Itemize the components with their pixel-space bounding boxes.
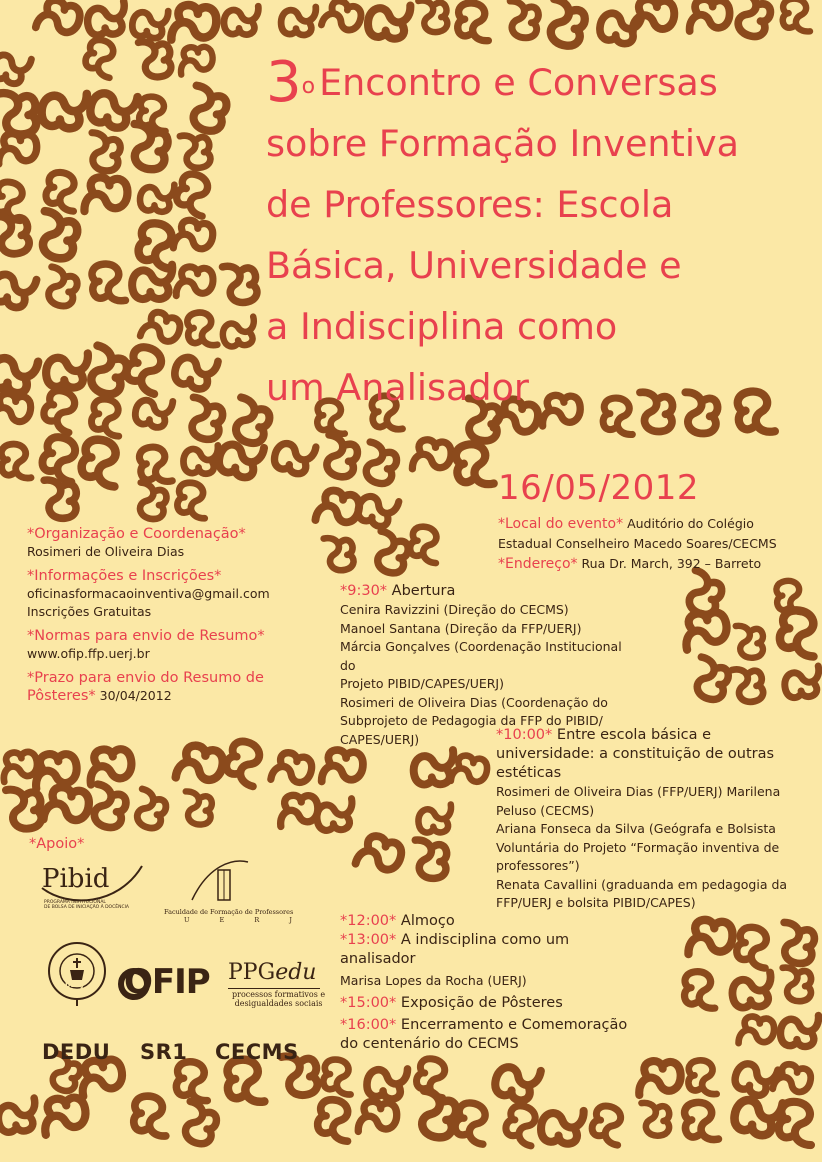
program-930-line: Márcia Gonçalves (Coordenação Institucional do: [340, 639, 622, 673]
pattern-glyph: [687, 919, 733, 954]
pattern-glyph: [170, 4, 217, 39]
program-1300-title-1: A indisciplina como um: [400, 932, 570, 948]
program-930-line: Rosimeri de Oliveira Dias (Coordenação do: [340, 694, 608, 710]
program-1500-time: *15:00*: [340, 994, 397, 1011]
title-line-1: Encontro e Conversas: [319, 61, 718, 104]
insc-text: Inscrições Gratuitas: [27, 604, 152, 619]
pattern-glyph: [134, 789, 168, 830]
pattern-glyph: [138, 223, 173, 269]
prazo-line: [27, 688, 172, 703]
pattern-glyph: [779, 610, 814, 657]
pattern-glyph: [590, 1104, 623, 1145]
insc-label: *Informações e Inscrições*: [27, 568, 222, 584]
pattern-glyph: [36, 0, 82, 35]
pattern-glyph: [39, 1093, 89, 1135]
program-930-time: *9:30*: [340, 583, 388, 599]
pattern-glyph: [317, 1099, 349, 1141]
pattern-glyph: [729, 973, 776, 1012]
pattern-glyph: [736, 622, 766, 659]
pattern-glyph: [132, 1095, 166, 1139]
ppgedu-name: [228, 960, 316, 985]
pattern-glyph: [412, 440, 451, 469]
local-text-1: Auditório do Colégio: [627, 516, 754, 531]
pattern-glyph: [177, 482, 205, 519]
title-line-2: sobre Formação Inventiva: [266, 122, 739, 165]
pattern-glyph: [280, 7, 318, 37]
program-1000: [496, 726, 816, 913]
program-1000-time: *10:00*: [496, 727, 553, 743]
info-column: [27, 525, 297, 705]
title-ordinal: o: [301, 74, 316, 99]
pattern-glyph: [176, 744, 225, 783]
ofip-name: OFIP: [124, 962, 210, 1002]
pattern-glyph: [0, 52, 31, 86]
pattern-glyph: [183, 1101, 220, 1146]
program-930-line: CAPES/UERJ): [340, 731, 420, 747]
pattern-glyph: [681, 1100, 719, 1146]
dedu-label: DEDU: [42, 1040, 111, 1064]
pattern-glyph: [0, 87, 41, 138]
pattern-glyph: [175, 1061, 208, 1103]
pattern-glyph: [682, 970, 715, 1012]
pattern-glyph: [173, 219, 213, 250]
pattern-glyph: [0, 209, 34, 257]
pattern-glyph: [180, 130, 214, 171]
pattern-glyph: [641, 1099, 672, 1137]
ppgedu-logo: [228, 960, 328, 1014]
pattern-glyph: [782, 666, 822, 701]
org-label: *Organização e Coordenação*: [27, 526, 246, 542]
pattern-glyph: [321, 749, 363, 781]
pattern-glyph: [451, 755, 488, 784]
program-1200-title: Almoço: [400, 913, 455, 929]
pattern-glyph: [314, 799, 357, 834]
pattern-glyph: [40, 435, 78, 482]
program-930-heading: [340, 582, 640, 601]
pattern-glyph: [732, 663, 767, 705]
pattern-glyph: [493, 1064, 541, 1102]
pattern-glyph: [88, 261, 125, 306]
program-930-line: Projeto PIBID/CAPES/UERJ): [340, 676, 504, 691]
pattern-glyph: [694, 657, 730, 702]
pattern-glyph: [88, 90, 137, 130]
pibid-sub-1: PROGRAMA INSTITUCIONAL: [44, 900, 106, 905]
pattern-glyph: [548, 0, 587, 48]
org-text: Rosimeri de Oliveira Dias: [27, 544, 185, 559]
pattern-glyph: [273, 441, 316, 476]
program-1000-line: FFP/UERJ e bolsita PIBID/CAPES): [496, 895, 696, 910]
pattern-glyph: [41, 211, 79, 259]
program-1000-title-2: universidade: a constituição de outras: [496, 746, 775, 762]
pattern-glyph: [453, 1102, 487, 1145]
pattern-glyph: [680, 608, 730, 650]
pattern-glyph: [322, 1059, 350, 1096]
pattern-glyph: [223, 739, 263, 787]
pattern-glyph: [123, 344, 165, 394]
cecms-label: CECMS: [215, 1040, 299, 1064]
prazo-date: 30/04/2012: [99, 688, 172, 703]
pattern-glyph: [222, 260, 261, 306]
pattern-glyph: [0, 271, 37, 310]
ppgedu-sub-1: processos formativos e: [232, 990, 326, 999]
title-line-3: de Professores: Escola: [266, 183, 674, 226]
pattern-glyph: [540, 1111, 584, 1145]
pattern-glyph: [0, 393, 31, 423]
program-1600-heading: [340, 1016, 660, 1035]
prazo-label-2: Pôsteres*: [27, 688, 96, 704]
pattern-glyph: [324, 533, 358, 573]
venue-info: [498, 514, 818, 574]
title-line-5: a Indisciplina como: [266, 305, 618, 348]
program-1600-title-1: Encerramento e Comemoração: [400, 1016, 628, 1033]
support-label: *Apoio*: [29, 836, 85, 852]
ffp-line-2: U E R J: [184, 916, 306, 924]
pattern-glyph: [636, 1058, 682, 1095]
pattern-glyph: [190, 397, 224, 440]
program-1600-title-2: do centenário do CECMS: [340, 1035, 519, 1052]
ppgedu-subtitle: [232, 990, 325, 1008]
program-930: [340, 582, 640, 749]
pattern-glyph: [367, 6, 412, 40]
pattern-glyph: [783, 964, 814, 1003]
pattern-glyph: [738, 1016, 774, 1043]
pattern-glyph: [44, 353, 91, 390]
pattern-glyph: [44, 476, 79, 520]
pattern-glyph: [687, 0, 730, 31]
pattern-glyph: [420, 1091, 458, 1139]
pattern-glyph: [80, 439, 117, 487]
event-date: 16/05/2012: [498, 468, 699, 508]
pattern-glyph: [139, 185, 176, 213]
pattern-glyph: [784, 922, 815, 963]
title-line-6: um Analisador: [266, 366, 529, 409]
pattern-glyph: [415, 837, 449, 880]
uerj-seal-icon: [46, 940, 108, 1006]
pattern-glyph: [174, 172, 211, 217]
pattern-glyph: [456, 2, 489, 44]
sr1-label: SR1: [140, 1040, 188, 1064]
pattern-glyph: [0, 442, 31, 483]
prazo-label-1: *Prazo para envio do Resumo de: [27, 670, 264, 686]
pattern-glyph: [45, 172, 76, 212]
pibid-subtitle: [44, 900, 129, 910]
pattern-glyph: [83, 38, 116, 78]
program-1000-line: Voluntária do Projeto “Formação inventiva de: [496, 839, 780, 855]
pattern-glyph: [41, 94, 87, 129]
pattern-glyph: [418, 0, 450, 35]
ppgedu-ppg: PPG: [228, 960, 276, 985]
program-1000-line: Renata Cavallini (graduanda em pedagogia da: [496, 876, 788, 892]
program-1600-time: *16:00*: [340, 1016, 397, 1033]
pattern-glyph: [321, 0, 363, 33]
title-line-4: Básica, Universidade e: [266, 244, 682, 287]
pattern-glyph: [325, 435, 359, 478]
program-1300-title-2: analisador: [340, 951, 416, 967]
local-label: *Local do evento*: [498, 516, 624, 532]
address-label: *Endereço*: [498, 556, 578, 572]
program-afternoon: [340, 912, 660, 1054]
program-1500-heading: [340, 994, 660, 1013]
pattern-glyph: [130, 265, 177, 303]
pattern-glyph: [173, 355, 218, 392]
pattern-glyph: [223, 1057, 264, 1107]
program-930-line: Subprojeto de Pedagogia da FFP do PIBID/: [340, 713, 603, 728]
pattern-glyph: [41, 388, 78, 433]
local-text-2: Estadual Conselheiro Macedo Soares/CECMS: [498, 536, 777, 551]
event-title: [266, 52, 806, 418]
pattern-glyph: [779, 1016, 821, 1049]
program-930-line: Cenira Ravizzini (Direção do CECMS): [340, 602, 569, 617]
normas-url[interactable]: www.ofip.ffp.uerj.br: [27, 646, 150, 661]
pattern-glyph: [503, 1104, 538, 1146]
pattern-glyph: [91, 399, 119, 436]
pibid-sub-2: DE BOLSA DE INICIAÇÃO À DOCÊNCIA: [44, 905, 130, 910]
title-number: 3: [266, 50, 302, 115]
program-930-line: Manoel Santana (Direção da FFP/UERJ): [340, 620, 582, 636]
program-1300-time: *13:00*: [340, 932, 397, 948]
pattern-glyph: [277, 792, 320, 826]
normas-label: *Normas para envio de Resumo*: [27, 628, 265, 644]
pattern-glyph: [409, 526, 438, 563]
pattern-glyph: [31, 750, 79, 788]
pattern-glyph: [92, 133, 121, 171]
pattern-glyph: [315, 489, 360, 525]
pattern-glyph: [416, 804, 455, 835]
pattern-glyph: [83, 176, 129, 211]
pattern-glyph: [222, 6, 261, 37]
pattern-glyph: [356, 833, 404, 873]
pattern-glyph: [184, 310, 218, 350]
pattern-glyph: [175, 266, 214, 296]
program-1000-line: professores”): [496, 858, 580, 873]
pattern-glyph: [217, 442, 264, 480]
pattern-glyph: [43, 786, 89, 822]
pattern-glyph: [191, 86, 229, 133]
pattern-glyph: [736, 926, 768, 968]
insc-email[interactable]: oficinasformacaoinventiva@gmail.com: [27, 586, 270, 601]
ppgedu-edu: edu: [275, 960, 317, 985]
pattern-glyph: [451, 441, 494, 492]
pattern-glyph: [0, 355, 38, 395]
program-1300-speaker: Marisa Lopes da Rocha (UERJ): [340, 973, 527, 988]
pattern-glyph: [780, 0, 810, 34]
pattern-glyph: [271, 751, 314, 785]
program-1000-line: Peluso (CECMS): [496, 802, 595, 818]
ppgedu-divider: [228, 988, 320, 989]
ffp-emblem-icon: [162, 856, 312, 906]
pattern-glyph: [140, 309, 182, 344]
pattern-glyph: [510, 0, 539, 38]
pattern-glyph: [92, 784, 128, 829]
program-1000-line: Ariana Fonseca da Silva (Geógrafa e Bolsista: [496, 821, 776, 836]
program-1200-heading: [340, 912, 660, 931]
program-1500-title: Exposição de Pôsteres: [400, 994, 563, 1011]
program-1000-line: Rosimeri de Oliveira Dias (FFP/UERJ) Marilena: [496, 784, 781, 799]
uerj-seal: [46, 940, 108, 1002]
program-1000-title-3: estéticas: [496, 765, 562, 781]
ffp-text: [164, 908, 306, 924]
pattern-glyph: [186, 790, 213, 825]
pattern-glyph: [134, 398, 172, 428]
pibid-name: Pibid: [42, 864, 110, 894]
pattern-glyph: [0, 132, 38, 164]
pattern-glyph: [85, 1, 131, 39]
pattern-glyph: [364, 442, 399, 486]
pibid-logo: [38, 858, 148, 914]
ppgedu-sub-2: desigualdades sociais: [234, 999, 323, 1008]
pattern-glyph: [177, 44, 215, 75]
pattern-glyph: [779, 1102, 811, 1145]
pattern-glyph: [686, 1059, 717, 1098]
pattern-glyph: [46, 267, 79, 308]
pattern-glyph: [132, 11, 168, 38]
pattern-glyph: [139, 483, 168, 520]
program-1000-heading: [496, 726, 816, 745]
program-930-title: Abertura: [391, 583, 456, 599]
ffp-line-1: Faculdade de Formação de Professores: [164, 908, 294, 916]
pattern-glyph: [357, 1100, 398, 1131]
address-text: Rua Dr. March, 392 – Barreto: [581, 556, 762, 571]
uerj-name: UERJ: [65, 981, 84, 989]
program-1000-title-1: Entre escola básica e: [556, 727, 712, 743]
pattern-glyph: [735, 0, 773, 39]
pattern-glyph: [732, 1060, 778, 1098]
pattern-glyph: [86, 745, 134, 784]
program-1200-time: *12:00*: [340, 913, 397, 929]
pattern-glyph: [367, 1069, 408, 1100]
program-1300-heading: [340, 931, 660, 950]
pattern-glyph: [375, 531, 410, 575]
ofip-logo: [118, 962, 218, 1008]
pattern-glyph: [182, 445, 221, 476]
ffp-logo: [162, 856, 312, 930]
pattern-glyph: [220, 317, 260, 351]
pattern-glyph: [133, 124, 168, 170]
pattern-glyph: [0, 1098, 41, 1136]
